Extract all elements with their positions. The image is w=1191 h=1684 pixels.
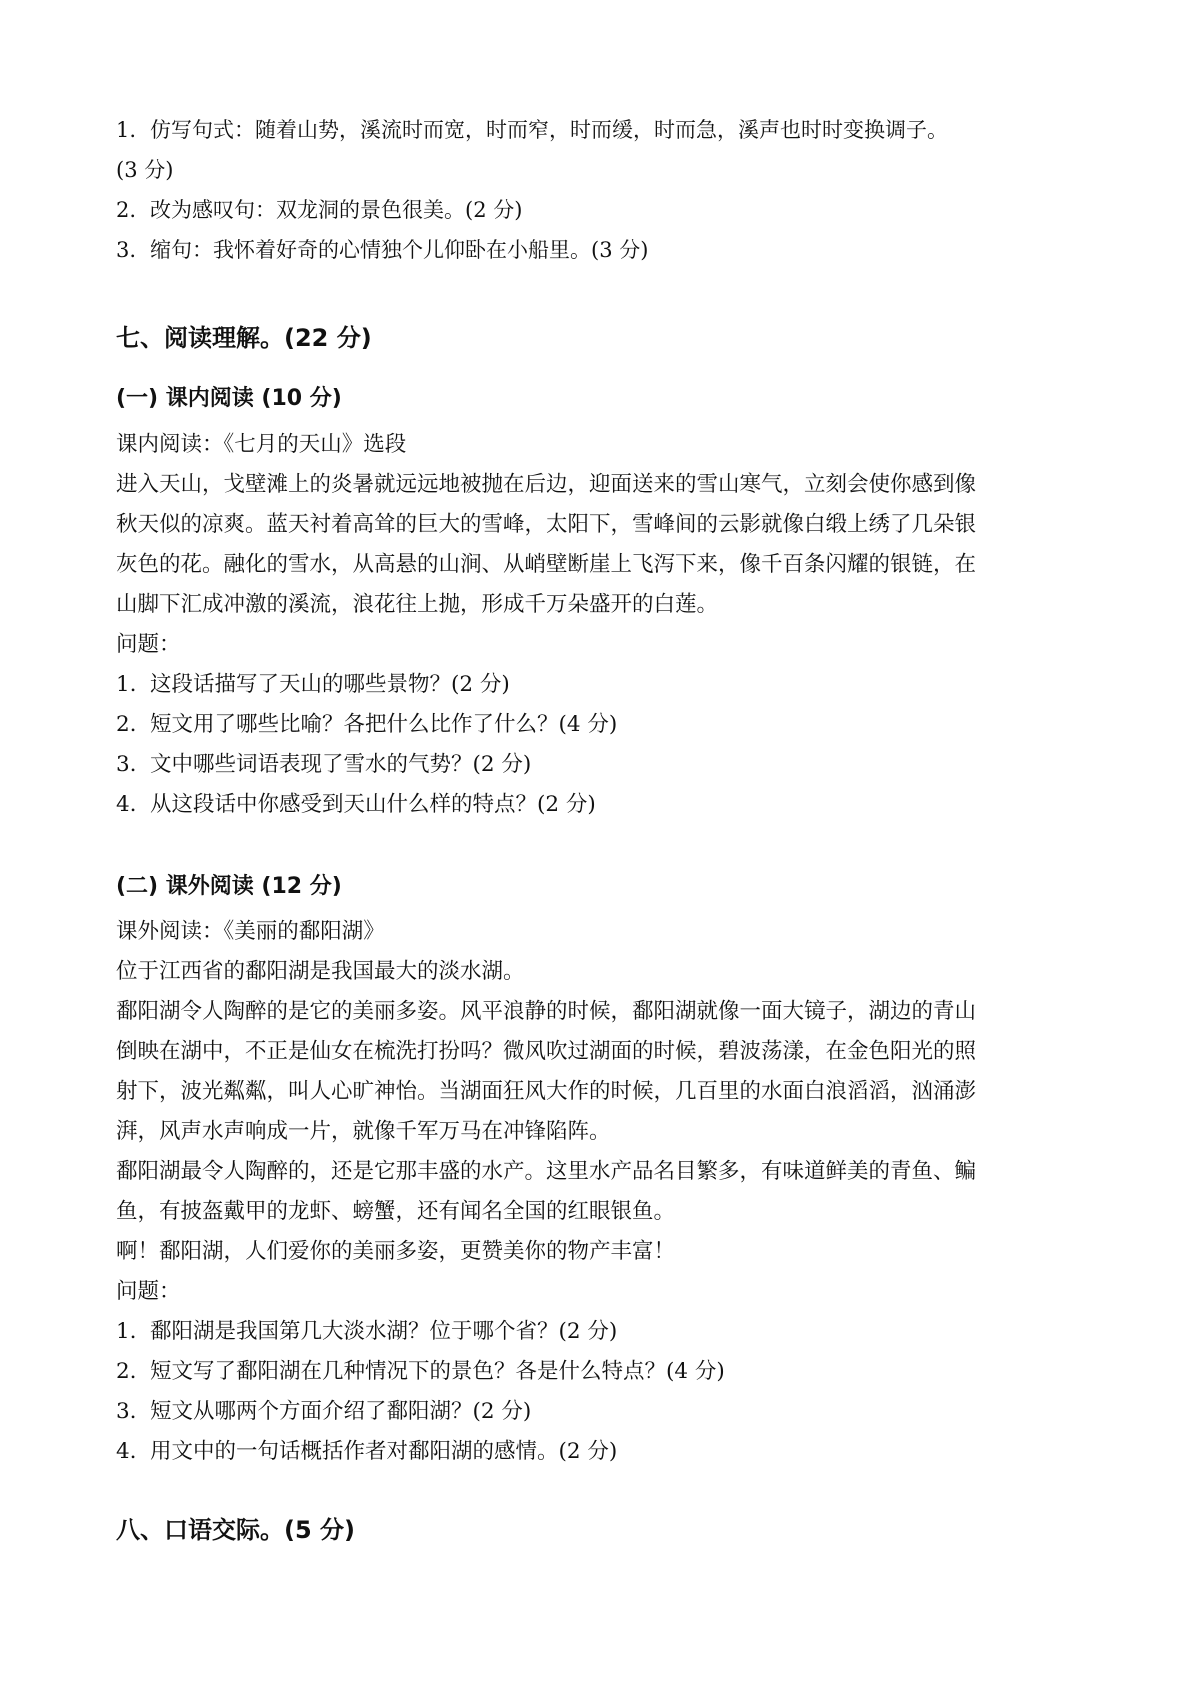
- passage-line: 灰色的花。融化的雪水，从高悬的山涧、从峭壁断崖上飞泻下来，像千百条闪耀的银链，在: [116, 552, 977, 577]
- question-item: [116, 785, 1076, 825]
- passage-line: 鄱阳湖令人陶醉的是它的美丽多姿。风平浪静的时候，鄱阳湖就像一面大镜子，湖边的青山: [116, 999, 977, 1024]
- passage-line: 鱼，有披盔戴甲的龙虾、螃蟹，还有闻名全国的红眼银鱼。: [116, 1199, 676, 1224]
- question-item: [116, 705, 1076, 745]
- passage-line: 位于江西省的鄱阳湖是我国最大的淡水湖。: [116, 959, 525, 984]
- passage-line: 山脚下汇成冲激的溪流，浪花往上抛，形成千万朵盛开的白莲。: [116, 592, 719, 617]
- question-text: 鄱阳湖是我国第几大淡水湖？位于哪个省？(2 分): [150, 1319, 618, 1344]
- passage-line: 倒映在湖中，不正是仙女在梳洗打扮吗？微风吹过湖面的时候，碧波荡漾，在金色阳光的照: [116, 1039, 977, 1064]
- in-class-reading: [116, 425, 1076, 825]
- passage-source: 课内阅读：《七月的天山》选段: [116, 432, 407, 457]
- question-text: 这段话描写了天山的哪些景物？(2 分): [150, 672, 510, 697]
- passage-line: 进入天山，戈壁滩上的炎暑就远远地被抛在后边，迎面送来的雪山寒气，立刻会使你感到像: [116, 472, 977, 497]
- subsection-heading-in-class: (一) 课内阅读 (10 分): [116, 386, 342, 411]
- question-number: 1.: [116, 118, 137, 142]
- part6-questions: [116, 110, 1076, 270]
- question-number: 3.: [116, 238, 137, 262]
- question-text: 仿写句式：随着山势，溪流时而宽，时而窄，时而缓，时而急，溪声也时时变换调子。: [150, 118, 948, 142]
- passage-line: 秋天似的凉爽。蓝天衬着高耸的巨大的雪峰，太阳下，雪峰间的云影就像白缎上绣了几朵银: [116, 512, 977, 537]
- question-item: [116, 1312, 1076, 1352]
- part6-q1-score: (3 分): [116, 158, 174, 182]
- questions-label: 问题：: [116, 1279, 181, 1304]
- passage-line: 湃，风声水声响成一片，就像千军万马在冲锋陷阵。: [116, 1119, 611, 1144]
- question-number: 4.: [116, 1439, 137, 1464]
- question-number: 3.: [116, 1399, 137, 1424]
- question-text: 用文中的一句话概括作者对鄱阳湖的感情。(2 分): [150, 1439, 618, 1464]
- question-number: 2.: [116, 1359, 137, 1384]
- question-number: 1.: [116, 1319, 137, 1344]
- question-number: 3.: [116, 752, 137, 777]
- passage-source: 课外阅读：《美丽的鄱阳湖》: [116, 919, 385, 944]
- question-text: 改为感叹句：双龙洞的景色很美。(2 分): [150, 198, 523, 222]
- section-heading-oral: 八、口语交际。(5 分): [116, 1516, 355, 1544]
- question-number: 4.: [116, 792, 137, 817]
- part6-q2: [116, 190, 1076, 230]
- passage-line: 射下，波光粼粼，叫人心旷神怡。当湖面狂风大作的时候，几百里的水面白浪滔滔，汹涌澎: [116, 1079, 977, 1104]
- question-number: 2.: [116, 712, 137, 737]
- subsection-heading-extracurricular: (二) 课外阅读 (12 分): [116, 874, 342, 899]
- section-heading-reading: 七、阅读理解。(22 分): [116, 324, 372, 352]
- question-text: 从这段话中你感受到天山什么样的特点？(2 分): [150, 792, 596, 817]
- question-item: [116, 1392, 1076, 1432]
- question-text: 短文写了鄱阳湖在几种情况下的景色？各是什么特点？(4 分): [150, 1359, 725, 1384]
- question-text: 短文从哪两个方面介绍了鄱阳湖？(2 分): [150, 1399, 532, 1424]
- question-text: 缩句：我怀着好奇的心情独个儿仰卧在小船里。(3 分): [150, 238, 649, 262]
- question-text: 短文用了哪些比喻？各把什么比作了什么？(4 分): [150, 712, 618, 737]
- question-item: [116, 665, 1076, 705]
- question-item: [116, 1352, 1076, 1392]
- questions-label: 问题：: [116, 632, 181, 657]
- question-item: [116, 745, 1076, 785]
- question-number: 2.: [116, 198, 137, 222]
- part6-q1: [116, 110, 1076, 150]
- question-text: 文中哪些词语表现了雪水的气势？(2 分): [150, 752, 532, 777]
- question-number: 1.: [116, 672, 137, 697]
- passage-line: 鄱阳湖最令人陶醉的，还是它那丰盛的水产。这里水产品名目繁多，有味道鲜美的青鱼、鳊: [116, 1159, 977, 1184]
- passage-line: 啊！鄱阳湖，人们爱你的美丽多姿，更赞美你的物产丰富！: [116, 1239, 676, 1264]
- extracurricular-reading: [116, 912, 1076, 1472]
- part6-q3: [116, 230, 1076, 270]
- question-item: [116, 1432, 1076, 1472]
